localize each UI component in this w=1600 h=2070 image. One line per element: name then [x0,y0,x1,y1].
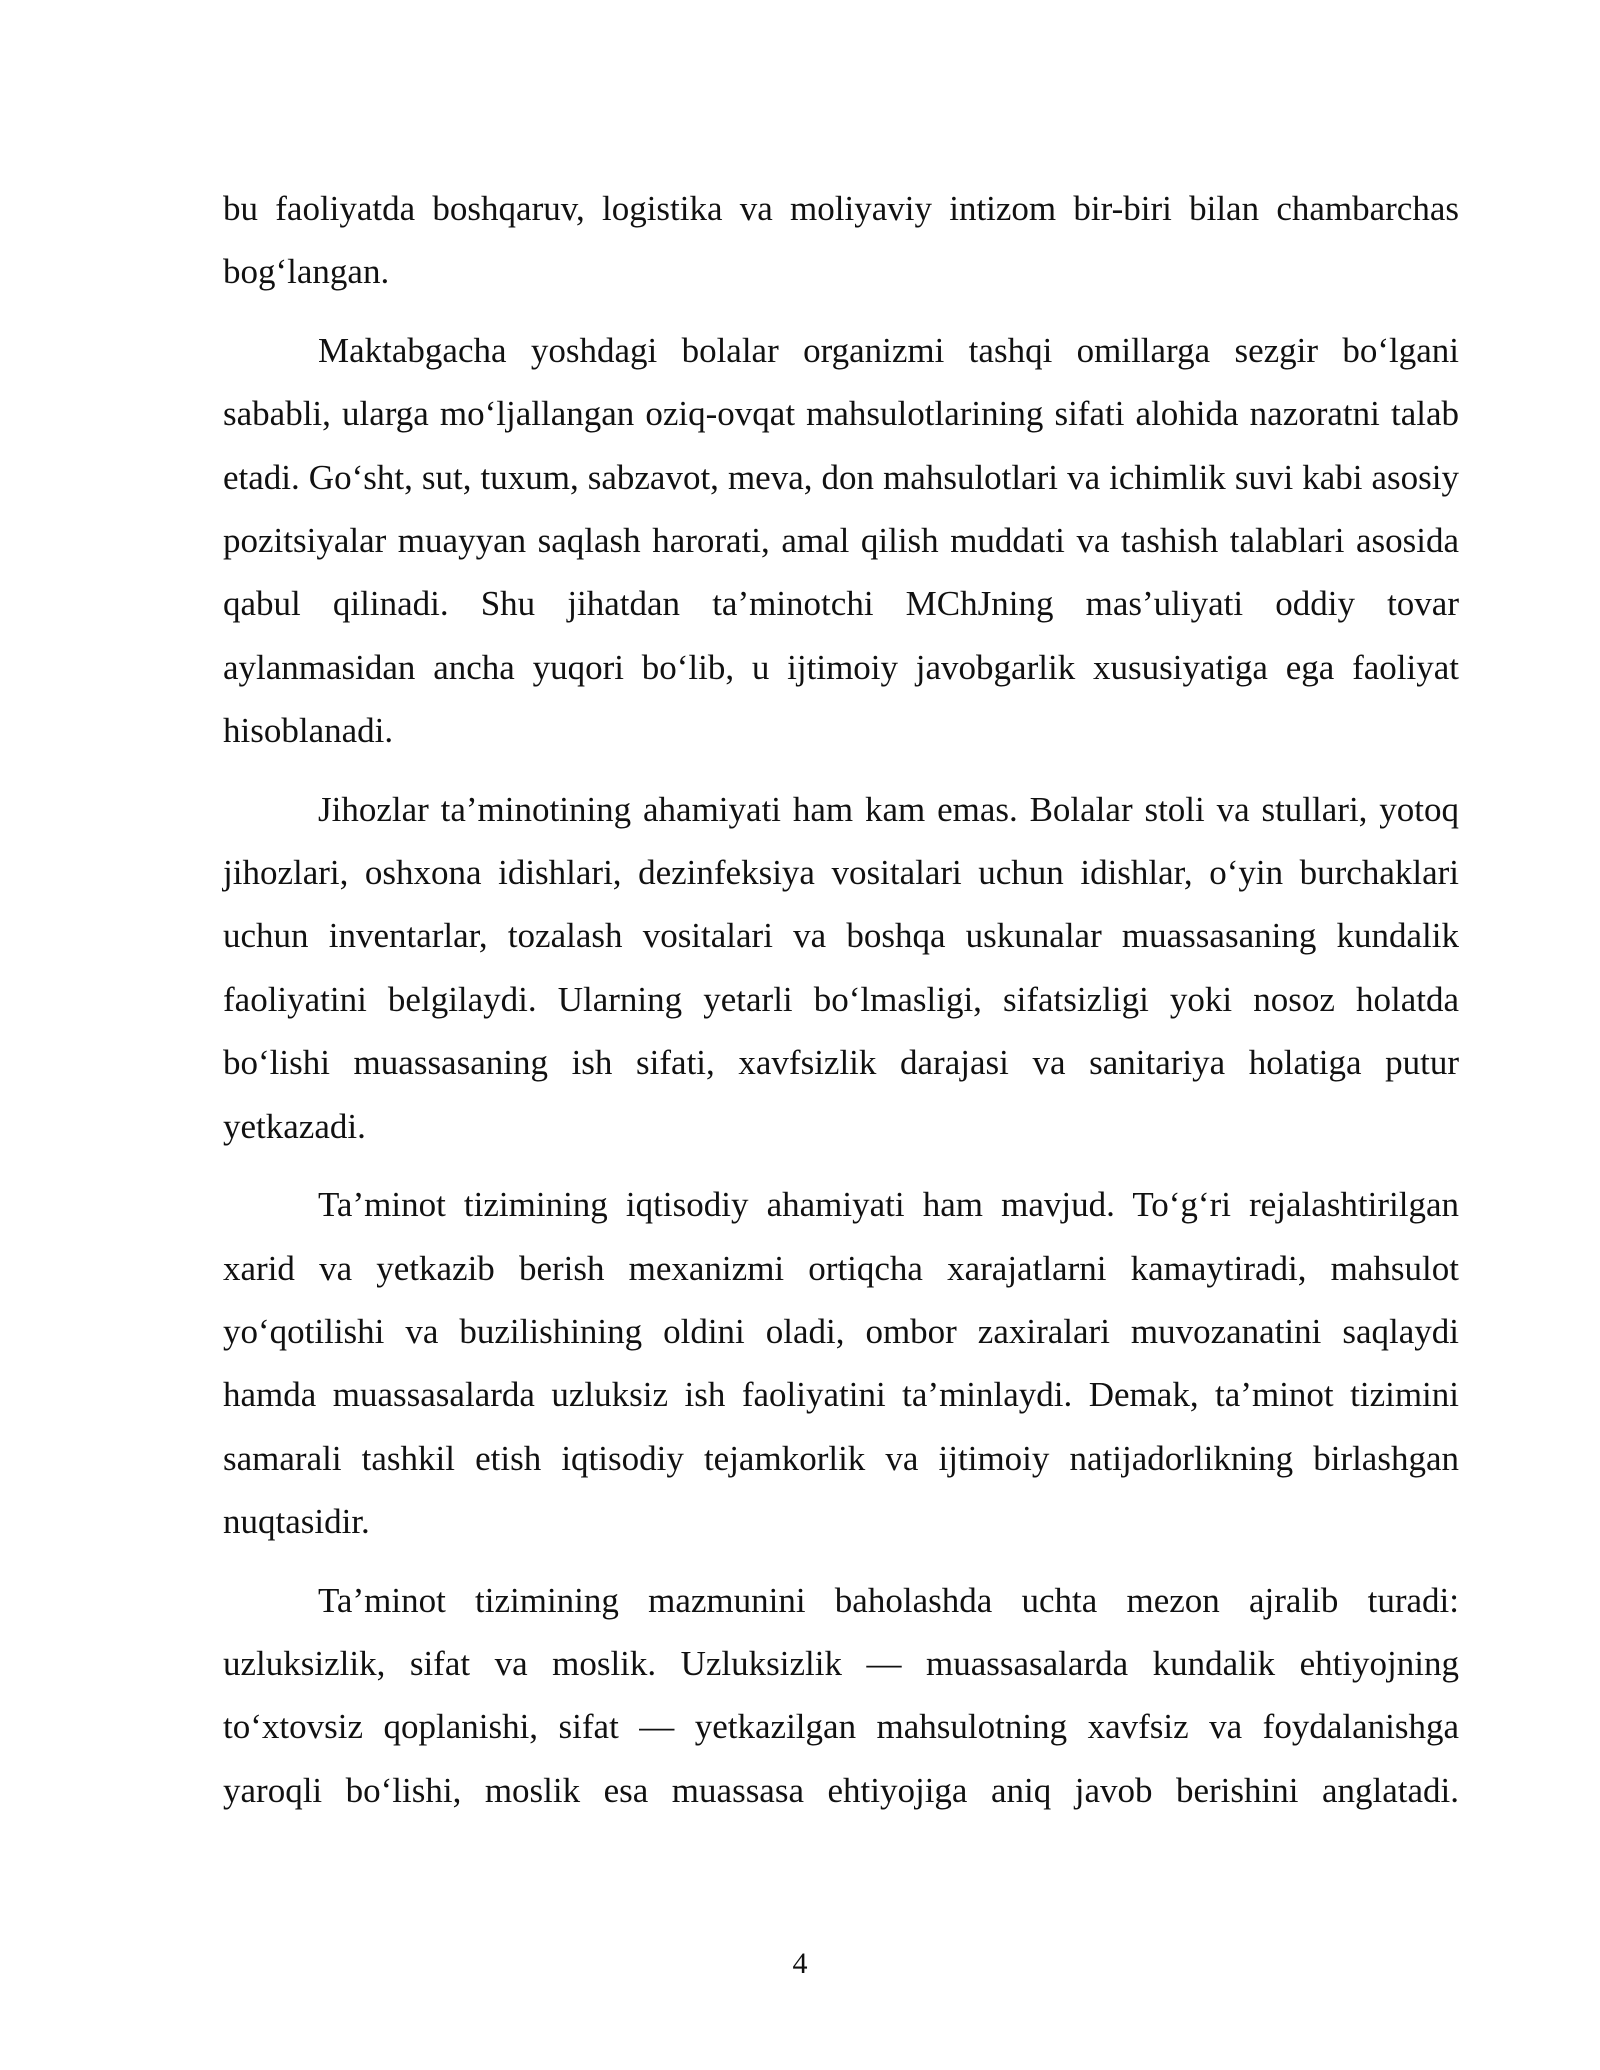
paragraph: Jihozlar ta’minotining ahamiyati ham kam emas. Bolalar stoli va stullari, yotoq jihozlari, oshxona idishlari, dezinfeksiya vositalari uchun idishlar, o‘yin burchaklari uchun inventarlar, tozalash vositalari va boshqa uskunalar muassasaning kundalik faoliyatini belgilaydi. Ularning yetarli bo‘lmasligi, sifatsizligi yoki nosoz holatda bo‘lishi muassasaning ish sifati, xavfsizlik darajasi va sanitariya holatiga putur yetkazadi. [223,789,1459,1146]
page-number: 4 [792,1947,808,1980]
paragraph: Ta’minot tizimining mazmunini baholashda uchta mezon ajralib turadi: uzluksizlik, sifat va moslik. Uzluksizlik — muassasalarda kundalik ehtiyojning to‘xtovsiz qoplanishi, sifat — yetkazilgan mahsulotning xavfsiz va foydalanishga yaroqli bo‘lishi, moslik esa muassasa ehtiyojiga aniq javob berishini anglatadi. [223,1580,1459,1810]
paragraph: Maktabgacha yoshdagi bolalar organizmi tashqi omillarga sezgir bo‘lgani sababli, ularga mo‘ljallangan oziq-ovqat mahsulotlarining sifati alohida nazoratni talab etadi. Go‘sht, sut, tuxum, sabzavot, meva, don mahsulotlari va ichimlik suvi kabi asosiy pozitsiyalar muayyan saqlash harorati, amal qilish muddati va tashish talablari asosida qabul qilinadi. Shu jihatdan ta’minotchi MChJning mas’uliyati oddiy tovar aylanmasidan ancha yuqori bo‘lib, u ijtimoiy javobgarlik xususiyatiga ega faoliyat hisoblanadi. [223,330,1459,751]
paragraph: Ta’minot tizimining iqtisodiy ahamiyati ham mavjud. To‘g‘ri rejalashtirilgan xarid va yetkazib berish mexanizmi ortiqcha xarajatlarni kamaytiradi, mahsulot yo‘qotilishi va buzilishining oldini oladi, ombor zaxiralari muvozanatini saqlaydi hamda muassasalarda uzluksiz ish faoliyatini ta’minlaydi. Demak, ta’minot tizimini samarali tashkil etish iqtisodiy tejamkorlik va ijtimoiy natijadorlikning birlashgan nuqtasidir. [223,1185,1459,1542]
body-text [223,177,1459,1837]
paragraph: bu faoliyatda boshqaruv, logistika va moliyaviy intizom bir-biri bilan chambarchas bog‘langan. [223,189,1459,292]
